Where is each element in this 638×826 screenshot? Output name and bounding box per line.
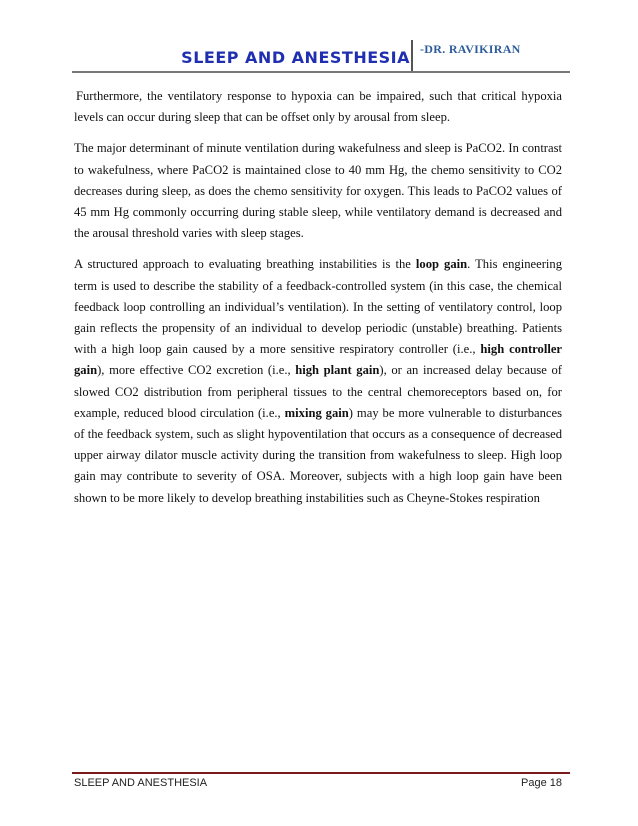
header-title: SLEEP AND ANESTHESIA (181, 48, 410, 67)
header-divider (411, 40, 413, 72)
body-text (74, 86, 562, 519)
page-header (72, 40, 570, 72)
page-number: Page 18 (521, 777, 562, 789)
term-high-plant-gain: high plant gain (295, 363, 380, 378)
footer-title: SLEEP AND ANESTHESIA (74, 777, 208, 789)
paragraph-3 (74, 254, 562, 508)
header-author: -DR. RAVIKIRAN (420, 42, 521, 56)
term-loop-gain: loop gain (415, 257, 468, 272)
paragraph-3-text-4: ), or an increased delay because of slowed CO2 distribution from peripheral tissues to the central chemoreceptors based on, for example, reduced blood circulation (i.e., (74, 363, 562, 420)
header-rule (72, 71, 570, 73)
paragraph-2: The major determinant of minute ventilation during wakefulness and sleep is PaCO2. In contrast to wakefulness, where PaCO2 is maintained close to 40 mm Hg, the chemo sensitivity to CO2 decreases during sleep, as does the chemo sensitivity for oxygen. This leads to PaCO2 values of 45 mm Hg commonly occurring during stable sleep, while ventilatory demand is decreased and the arousal threshold varies with sleep stages. (74, 141, 562, 241)
paragraph-3-text-1: A structured approach to evaluating breathing instabilities is the (74, 257, 416, 272)
term-high-controller-gain: high controller gain (74, 342, 563, 378)
paragraph-3-text-5: ) may be more vulnerable to disturbances of the feedback system, such as slight hypoventilation that occurs as a consequence of decreased upper airway dilator muscle activity during the transition from wakefulness to sleep. High loop gain may contribute to severity of OSA. Moreover, subjects with a high loop gain have been shown to be more likely to develop breathing instabilities such as Cheyne-Stokes respiration (74, 405, 562, 505)
paragraph-1: Furthermore, the ventilatory response to hypoxia can be impaired, such that critical hypoxia levels can occur during sleep that can be offset only by arousal from sleep. (74, 89, 562, 125)
term-mixing-gain: mixing gain (284, 405, 349, 420)
paragraph-3-text-2: . This engineering term is used to describe the stability of a feedback-controlled system (in this case, the chemical feedback loop controlling an individual’s ventilation). In the setting of ventilatory control, loop gain reflects the propensity of an individual to develop periodic (unstable) breathing. Patients with a high loop gain caused by a more sensitive respiratory controller (i.e., (74, 257, 562, 357)
paragraph-3-text-3: ), more effective CO2 excretion (i.e., (97, 363, 296, 378)
footer-rule (72, 772, 570, 774)
